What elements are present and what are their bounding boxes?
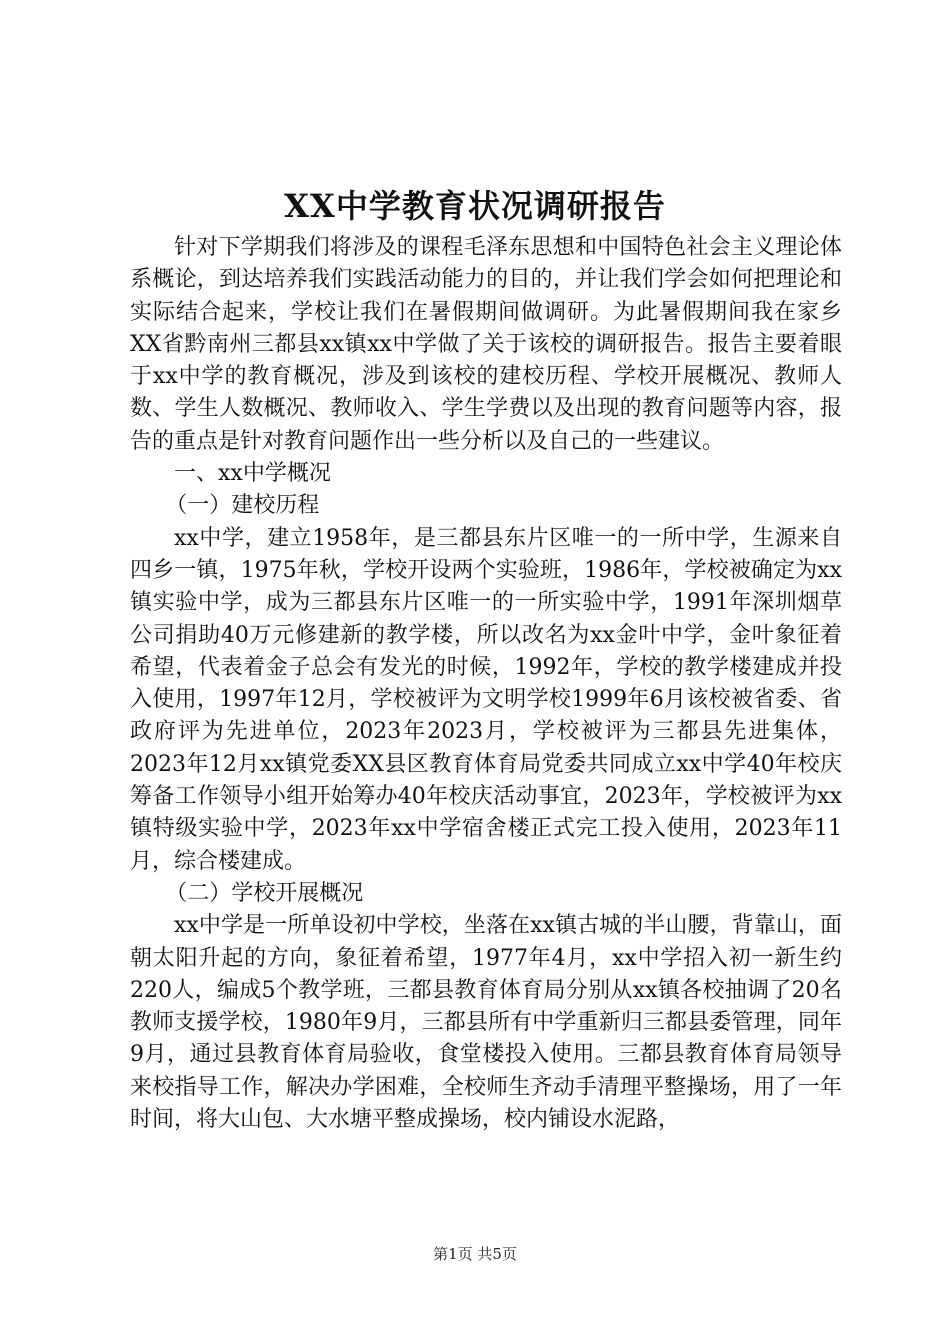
document-title: XX中学教育状况调研报告 <box>284 187 666 225</box>
subsection-heading-development: （二）学校开展概况 <box>165 880 364 906</box>
document-body <box>130 232 842 1136</box>
intro-paragraph: 针对下学期我们将涉及的课程毛泽东思想和中国特色社会主义理论体系概论，到达培养我们实践活动能力的目的，并让我们学会如何把理论和实际结合起来，学校让我们在暑假期间做调研。为此暑假期间我在家乡XX省黔南州三都县xx镇xx中学做了关于该校的调研报告。报告主要着眼于xx中学的教育概况，涉及到该校的建校历程、学校开展概况、教师人数、学生人数概况、教师收入、学生学费以及出现的教育问题等内容，报告的重点是针对教育问题作出一些分析以及自己的一些建议。 <box>130 235 842 454</box>
subsection-heading-history: （一）建校历程 <box>165 493 320 519</box>
development-paragraph: xx中学是一所单设初中学校，坐落在xx镇古城的半山腰，背靠山，面朝太阳升起的方向，象征着希望，1977年4月，xx中学招入初一新生约220人，编成5个教学班，三都县教育体育局分别从xx镇各校抽调了20名教师支援学校，1980年9月，三都县所有中学重新归三都县委管理，同年9月，通过县教育体育局验收，食堂楼投入使用。三都县教育体育局领导来校指导工作，解决办学困难，全校师生齐动手清理平整操场，用了一年时间，将大山包、大水塘平整成操场，校内铺设水泥路， <box>130 913 842 1133</box>
section-heading-overview: 一、xx中学概况 <box>174 461 331 487</box>
page-number-footer: 第1页 共5页 <box>433 1245 517 1263</box>
history-paragraph: xx中学，建立1958年，是三都县东片区唯一的一所中学，生源来自四乡一镇，1975年秋，学校开设两个实验班，1986年，学校被确定为xx镇实验中学，成为三都县东片区唯一的一所实验中学，1991年深圳烟草公司捐助40万元修建新的教学楼，所以改名为xx金叶中学，金叶象征着希望，代表着金子总会有发光的时候，1992年，学校的教学楼建成并投入使用，1997年12月，学校被评为文明学校1999年6月该校被省委、省政府评为先进单位，2023年2023月，学校被评为三都县先进集体，2023年12月xx镇党委XX县区教育体育局党委共同成立xx中学40年校庆筹备工作领导小组开始筹办40年校庆活动事宜，2023年，学校被评为xx镇特级实验中学，2023年xx中学宿舍楼正式完工投入使用，2023年11月，综合楼建成。 <box>130 525 842 874</box>
